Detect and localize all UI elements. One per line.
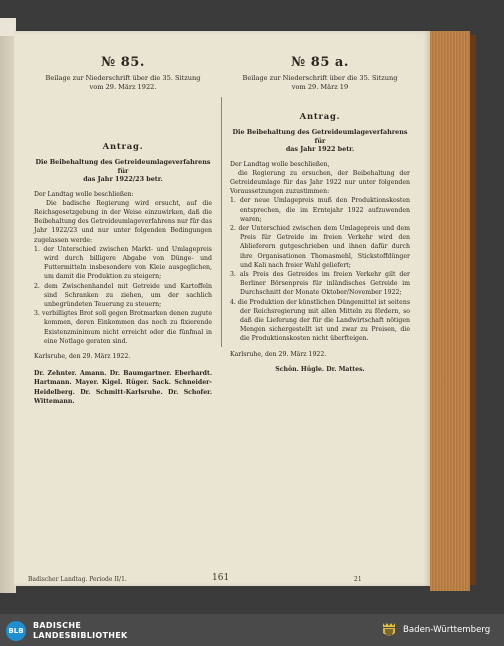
library-name-line-2: LANDESBIBLIOTHEK xyxy=(33,631,128,640)
right-heading: Antrag. xyxy=(299,111,341,122)
left-document-number: № 85. xyxy=(101,55,145,70)
column-divider xyxy=(221,97,222,347)
right-intro: Der Landtag wolle beschließen, xyxy=(230,160,330,168)
right-list-item-4: 4. die Produktion der künstlichen Düngemittel ist seitens der Reichsregierung mit allen Mitteln zu fördern, so daß die Lieferung der für die Landwirtschaft nötigen Mengen sichergestellt ist und zwar zu Preisen, die die Produktionskosten nicht überfteigen. xyxy=(230,298,410,343)
right-place-date: Karlsruhe, den 29. März 1922. xyxy=(230,350,327,358)
footer-periodical: Badischer Landtag. Periode II/1. xyxy=(28,576,127,583)
right-list-item-1: 1. der neue Umlagepreis muß den Produktionskosten entsprechen, die im Erntejahr 1922 aufzuwenden waren; xyxy=(230,197,410,223)
right-list-item-2: 2. der Unterschied zwischen dem Umlagepreis und dem Preis für Getreide im freien Verkehr wird den Ablieferern gutgeschrieben und ihnen dafür durch ihre Organisationen Thomasmehl, Stickstoffdünger und Kali nach freier Wahl geliefert; xyxy=(230,225,410,269)
left-subtitle-line-1: Beilage zur Niederschrift über die 35. Sitzung xyxy=(45,74,201,83)
left-signatories: Dr. Zehnter. Amann. Dr. Baumgartner. Eberhardt. Hartmann. Mayer. Kigel. Rüger. Sack. Schneider-Heidelberg. Dr. Schmitt-Karlsruhe. Dr. Schofer. Wittemann. xyxy=(34,370,212,405)
left-place-date: Karlsruhe, den 29. März 1922. xyxy=(34,353,131,361)
book-cover-edge xyxy=(470,35,476,585)
library-name-line-1: BADISCHE xyxy=(33,621,82,630)
left-list-item-3: 3. verbilligtes Brot soll gegen Brotmarken denen zugute kommen, deren Einkommen das noch zu fixierende Existenzminimum nicht erreicht oder die fünfmal in eine Notlage geraten sind. xyxy=(34,310,212,345)
left-title-line-1: Die Beibehaltung des Getreideumlageverfahrens für xyxy=(35,158,211,175)
left-title-line-2: das Jahr 1922/23 betr. xyxy=(83,175,163,184)
viewer-footer-bar xyxy=(0,614,504,646)
page-number: 161 xyxy=(212,573,230,583)
left-subtitle-line-2: vom 29. März 1922. xyxy=(89,83,157,92)
book-page-edges xyxy=(430,31,470,591)
right-column xyxy=(230,55,410,374)
blb-logo[interactable]: BLB xyxy=(6,621,26,641)
left-paragraph: Die badische Regierung wird ersucht, auf die Reichsgesetzgebung in der Weise einzuwirken, daß die Beibehaltung des Getreideumlageverfahrens nur für das Jahr 1922/23 und nur unter folgenden Bedingungen zugelassen werde: xyxy=(34,199,212,244)
left-heading: Antrag. xyxy=(102,141,144,152)
right-list-item-3: 3. als Preis des Getreides im freien Verkehr gilt der Berliner Börsenpreis für inländisches Getreide im Durchschnitt der Monate Oktober/November 1922; xyxy=(230,271,410,297)
right-document-number: № 85 a. xyxy=(291,55,349,70)
right-subtitle-line-1: Beilage zur Niederschrift über die 35. Sitzung xyxy=(242,74,398,83)
right-paragraph: die Regierung zu ersuchen, der Beibehaltung der Getreideumlage für das Jahr 1922 nur unter folgenden Voraussetzungen zuzustimmen: xyxy=(230,169,410,196)
left-intro: Der Landtag wolle beschließen: xyxy=(34,190,134,198)
left-list-item-2: 2. dem Zwischenhandel mit Getreide und Kartoffeln sind Schranken zu ziehen, um der sachlich unbegründeten Teuerung zu steuern; xyxy=(34,282,212,309)
document-page xyxy=(14,31,430,586)
library-name[interactable] xyxy=(33,621,128,641)
baden-wuerttemberg-crest-icon xyxy=(381,621,397,639)
sheet-number: 21 xyxy=(354,576,362,583)
left-list-item-1: 1. der Unterschied zwischen Markt- und Umlagepreis wird durch billigere Abgabe von Dünge- und Futtermitteln insbesondere von Kleie ausgeglichen, um damit die Produktion zu steigern; xyxy=(34,245,212,281)
state-name[interactable]: Baden-Württemberg xyxy=(403,625,491,635)
right-title-line-1: Die Beibehaltung des Getreideumlageverfahrens für xyxy=(232,128,408,145)
right-signatories: Schön. Hügle. Dr. Mattes. xyxy=(275,365,365,373)
right-subtitle-line-2: vom 29. März 19 xyxy=(291,83,349,92)
left-column xyxy=(34,55,212,406)
right-title-line-2: das Jahr 1922 betr. xyxy=(285,145,355,154)
